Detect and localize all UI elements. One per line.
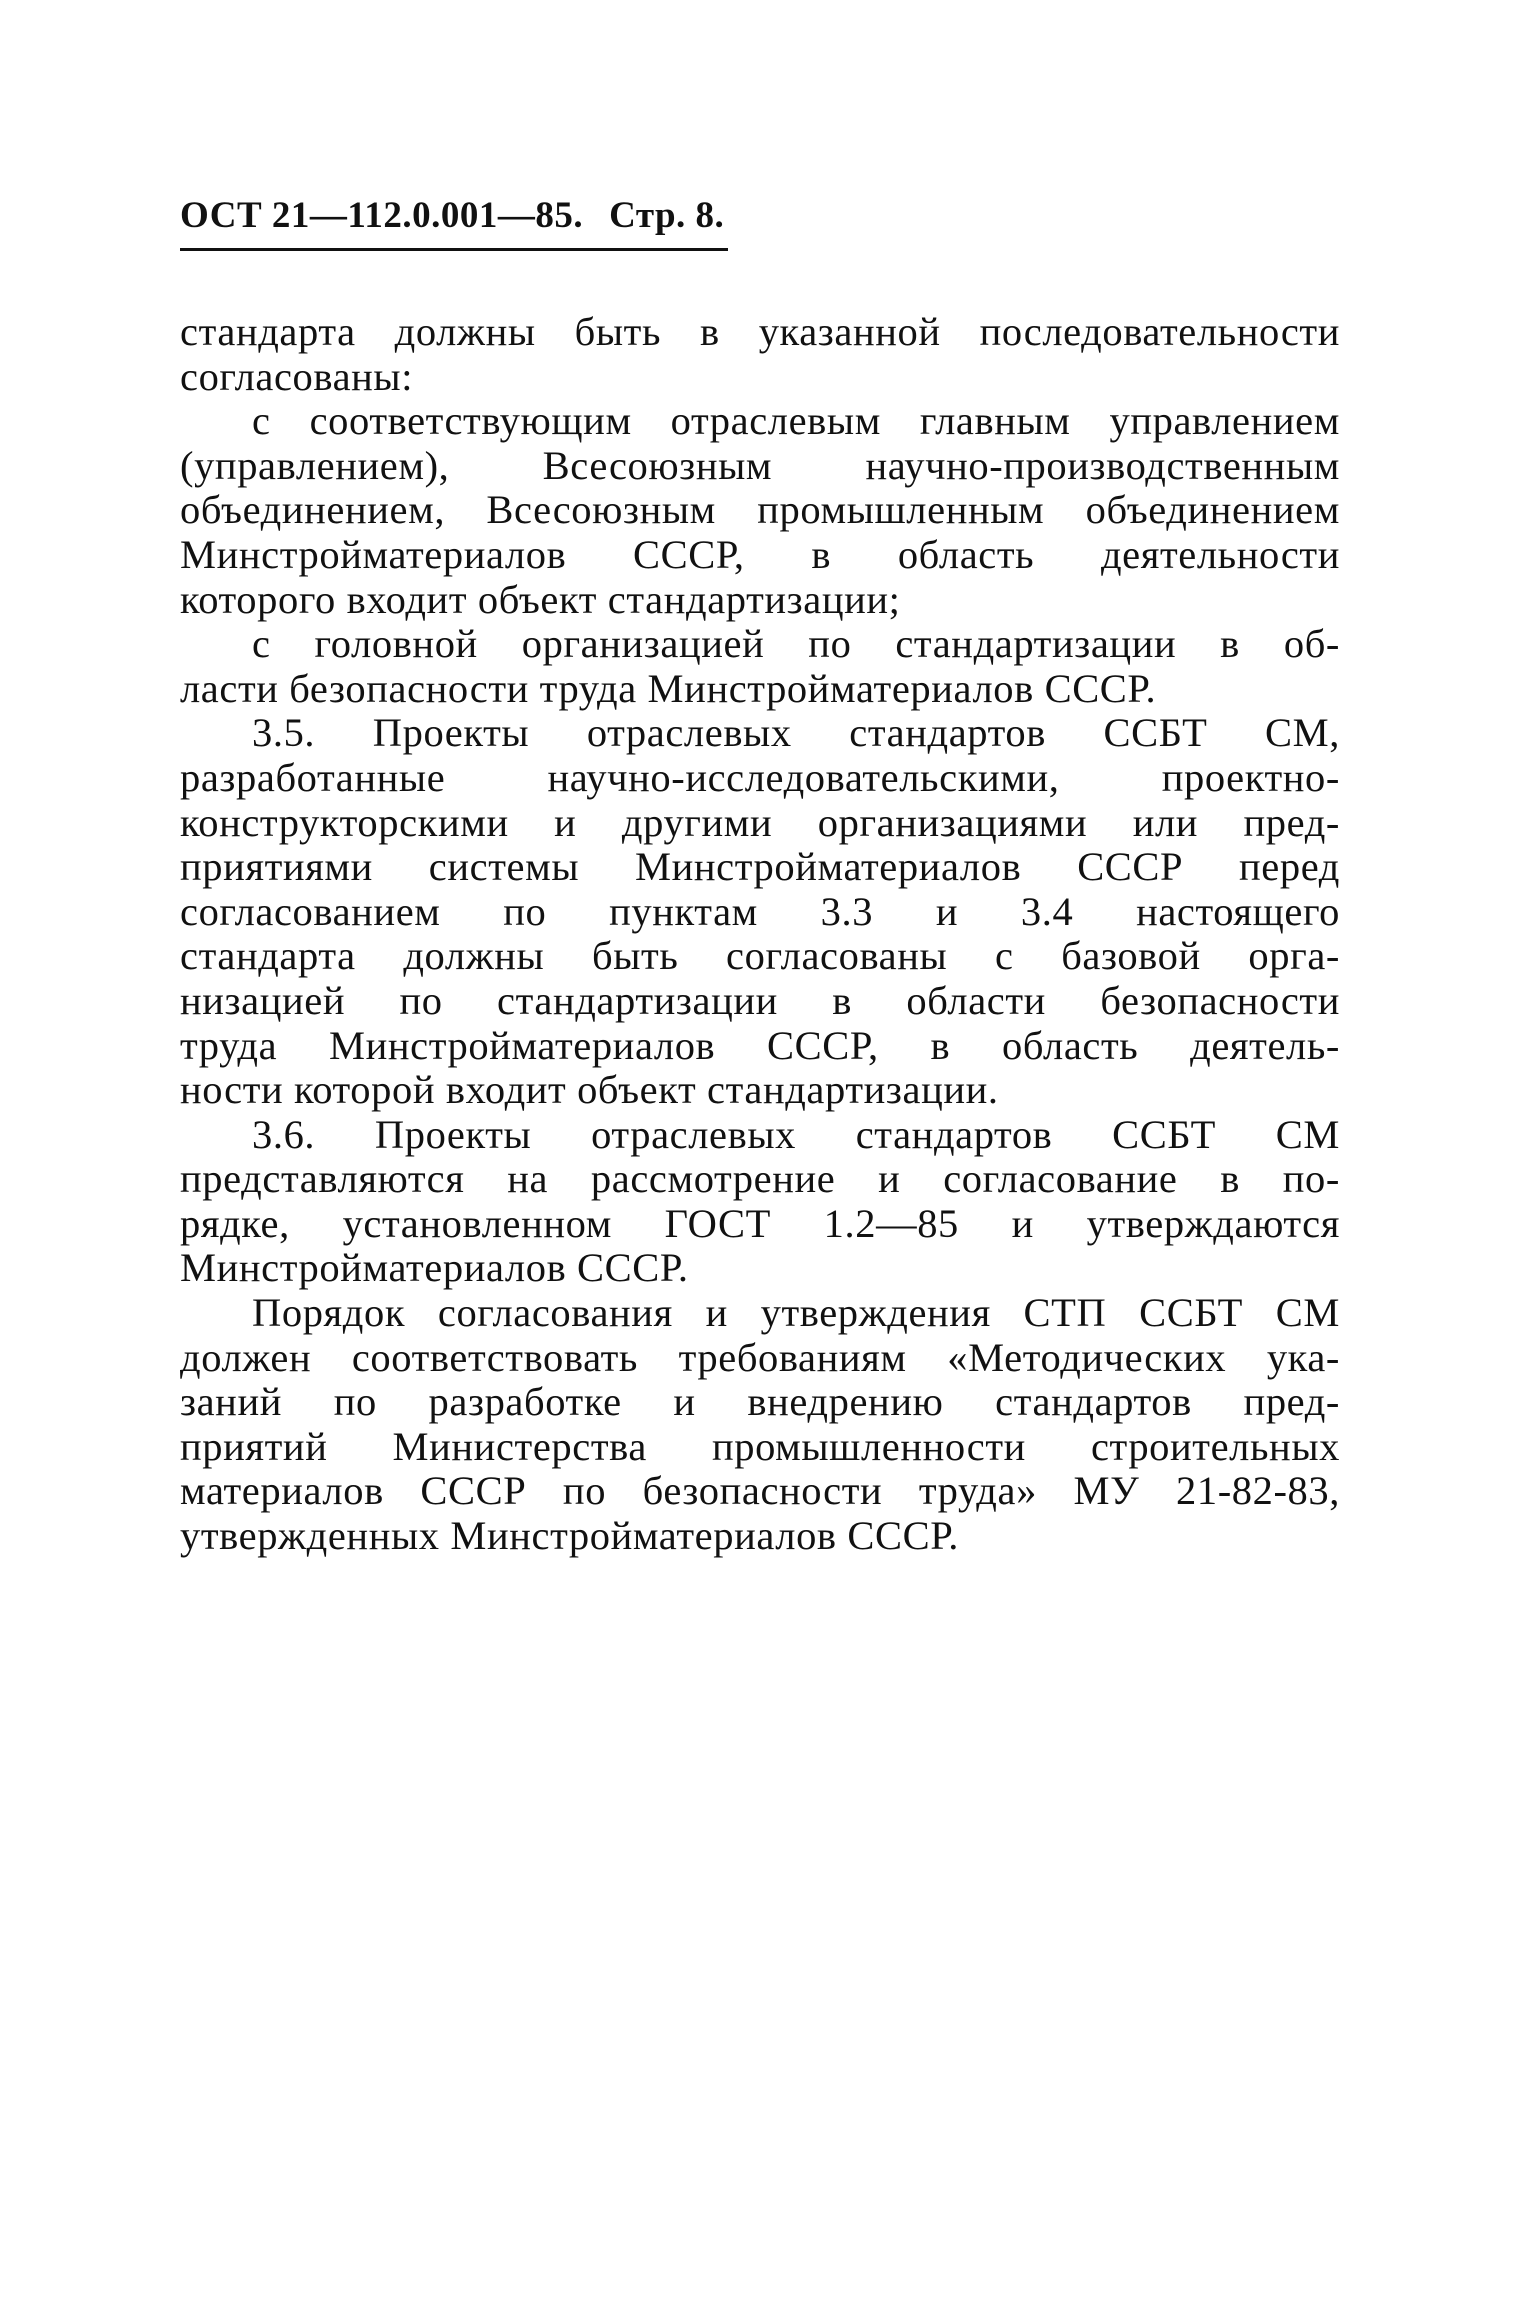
paragraph-continuation (180, 310, 1340, 399)
text-line: согласованы: (180, 353, 414, 399)
page-number: Стр. 8. (609, 195, 725, 236)
text-line: Порядок согласования и утверждения СТП ССБТ СМ (252, 1290, 1340, 1336)
text-line: 3.6. Проекты отраслевых стандартов ССБТ СМ (252, 1111, 1340, 1157)
text-line: с соответствующим отраслевым главным управлением (252, 398, 1340, 444)
text-line: стандарта должны быть согласованы с базовой орга- (180, 933, 1340, 979)
clause-3-5 (180, 711, 1340, 1112)
text-line: Минстройматериалов СССР. (180, 1245, 689, 1291)
text-line: разработанные научно-исследовательскими, проектно- (180, 754, 1340, 800)
text-line: материалов СССР по безопасности труда» МУ 21-82-83, (180, 1468, 1340, 1514)
text-line: 3.5. Проекты отраслевых стандартов ССБТ СМ, (252, 710, 1340, 756)
document-body (180, 310, 1340, 1559)
text-line: ности которой входит объект стандартизации. (180, 1067, 999, 1113)
paragraph-agreement-directorate (180, 399, 1340, 622)
text-line: рядке, установленном ГОСТ 1.2—85 и утверждаются (180, 1200, 1340, 1246)
standard-designation: ОСТ 21—112.0.001—85. (180, 195, 584, 236)
text-line: (управлением), Всесоюзным научно-производственным (180, 442, 1340, 488)
text-line: утвержденных Минстройматериалов СССР. (180, 1513, 960, 1559)
text-line: которого входит объект стандартизации; (180, 576, 901, 622)
text-line: объединением, Всесоюзным промышленным объединением (180, 487, 1340, 533)
paragraph-agreement-head-org (180, 622, 1340, 711)
text-line: труда Минстройматериалов СССР, в область деятель- (180, 1022, 1340, 1068)
text-line: представляются на рассмотрение и согласование в по- (180, 1156, 1340, 1202)
text-line: низацией по стандартизации в области безопасности (180, 977, 1340, 1023)
text-line: стандарта должны быть в указанной последовательности (180, 309, 1340, 354)
page-header (180, 196, 728, 251)
text-line: приятиями системы Минстройматериалов СССР перед (180, 844, 1340, 890)
text-line: Минстройматериалов СССР, в область деятельности (180, 531, 1340, 577)
text-line: ласти безопасности труда Минстройматериалов СССР. (180, 665, 1157, 711)
text-line: согласованием по пунктам 3.3 и 3.4 настоящего (180, 888, 1340, 934)
clause-3-6 (180, 1113, 1340, 1291)
paragraph-stp-approval (180, 1291, 1340, 1559)
text-line: приятий Министерства промышленности строительных (180, 1423, 1340, 1469)
text-line: заний по разработке и внедрению стандартов пред- (180, 1379, 1340, 1425)
text-line: должен соответствовать требованиям «Методических ука- (180, 1334, 1340, 1380)
text-line: с головной организацией по стандартизации в об- (252, 621, 1340, 667)
text-line: конструкторскими и другими организациями или пред- (180, 799, 1340, 845)
